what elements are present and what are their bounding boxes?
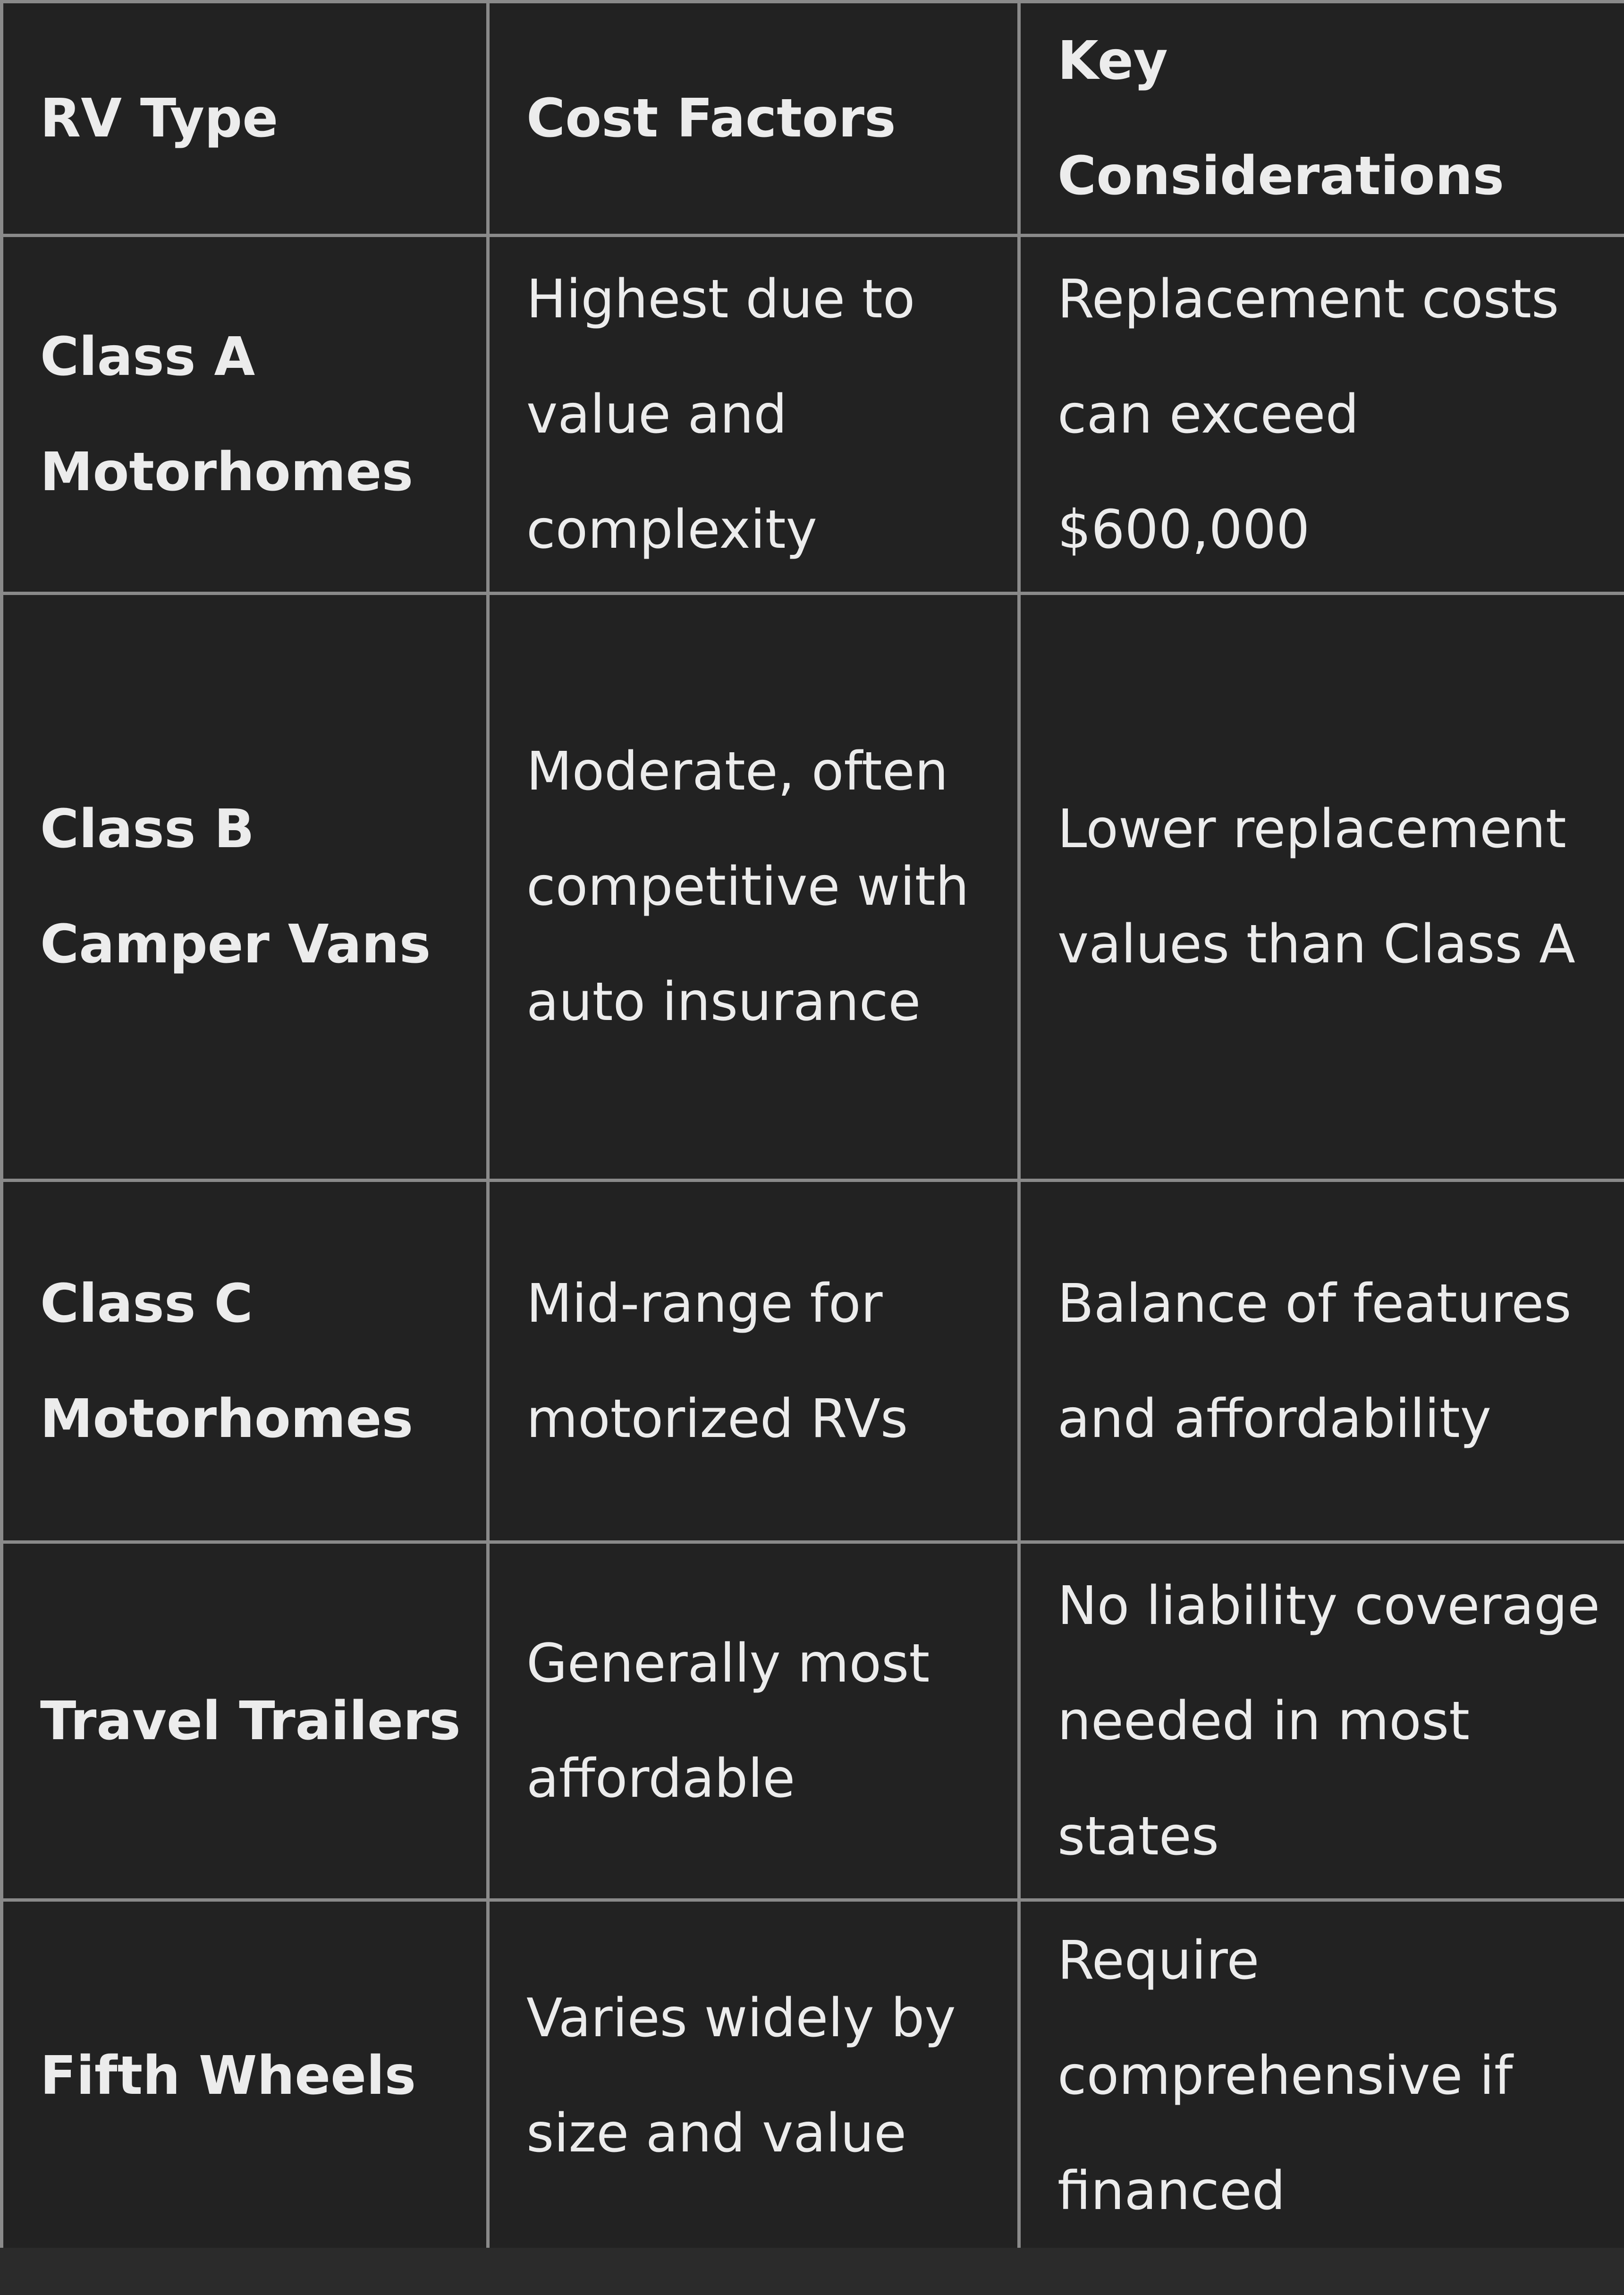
rv-type-cell: Class B Camper Vans — [2, 594, 488, 1181]
key-considerations-cell: No liability coverage needed in most states — [1019, 1542, 1624, 1900]
rv-type-cell: Travel Trailers — [2, 1542, 488, 1900]
table-row — [2, 1542, 1624, 1900]
cost-factors-cell: Moderate, often competitive with auto insurance — [488, 594, 1019, 1181]
cost-factors-cell: Generally most affordable — [488, 1542, 1019, 1900]
cost-factors-cell: Varies widely by size and value — [488, 1900, 1019, 2252]
rv-type-cell: Class A Motorhomes — [2, 236, 488, 594]
header-rv-type: RV Type — [2, 2, 488, 236]
key-considerations-cell: Replacement costs can exceed $600,000 — [1019, 236, 1624, 594]
cost-factors-cell: Mid-range for motorized RVs — [488, 1181, 1019, 1542]
table-row — [2, 594, 1624, 1181]
key-considerations-cell: Lower replacement values than Class A — [1019, 594, 1624, 1181]
table-row — [2, 236, 1624, 594]
header-key-considerations: Key Considerations — [1019, 2, 1624, 236]
rv-type-cell: Class C Motorhomes — [2, 1181, 488, 1542]
table-row — [2, 1900, 1624, 2252]
table-row — [2, 1181, 1624, 1542]
bottom-scroll-area — [0, 2248, 1624, 2295]
table-header-row — [2, 2, 1624, 236]
rv-type-cell: Fifth Wheels — [2, 1900, 488, 2252]
key-considerations-cell: Require comprehensive if financed — [1019, 1900, 1624, 2252]
key-considerations-cell: Balance of features and affordability — [1019, 1181, 1624, 1542]
cost-factors-cell: Highest due to value and complexity — [488, 236, 1019, 594]
header-cost-factors: Cost Factors — [488, 2, 1019, 236]
